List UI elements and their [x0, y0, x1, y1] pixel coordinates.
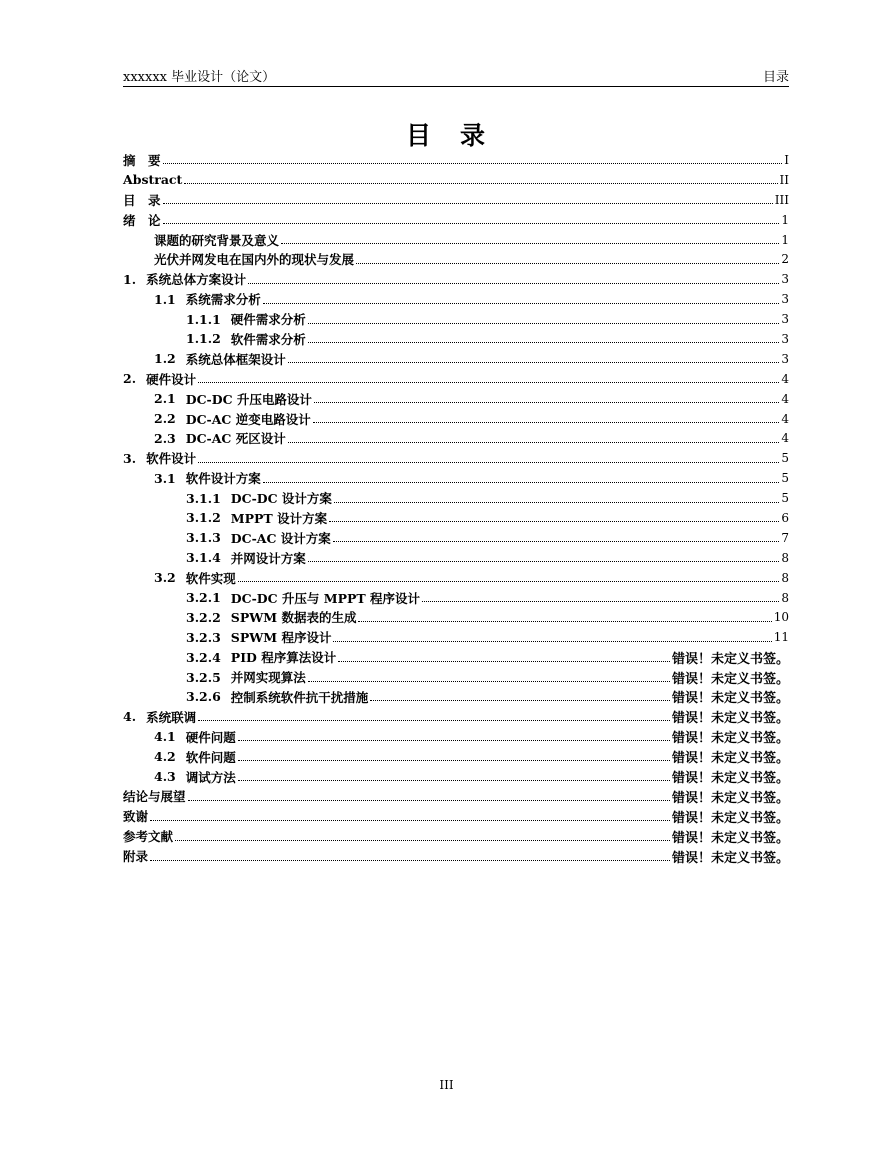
toc-entry-page: 4: [781, 411, 789, 426]
toc-entry-number: 3.1.4: [186, 550, 221, 566]
toc-entry-number: 3.2.2: [186, 609, 221, 625]
toc-entry-page: 错误！未定义书签。: [671, 691, 789, 707]
toc-entry-label: 系统联调: [146, 709, 197, 725]
toc-entry[interactable]: [123, 568, 789, 588]
toc-entry-label: 硬件需求分析: [230, 312, 306, 328]
toc-dot-leader: [238, 780, 670, 781]
toc-dot-leader: [238, 581, 780, 582]
toc-dot-leader: [198, 720, 670, 721]
toc-entry-label: DC-DC 升压与 MPPT 程序设计: [230, 590, 421, 606]
toc-entry-page: 4: [781, 391, 789, 406]
toc-entry-label: DC-AC 逆变电路设计: [185, 411, 311, 427]
toc-entry-number: 3.1.2: [186, 510, 221, 526]
toc-entry-page: 5: [781, 471, 789, 486]
toc-dot-leader: [198, 382, 779, 383]
toc-entry-page: 错误！未定义书签。: [671, 651, 789, 667]
toc-dot-leader: [163, 163, 783, 164]
toc-dot-leader: [329, 521, 779, 522]
toc-dot-leader: [163, 223, 780, 224]
toc-entry-number: 3.: [123, 450, 137, 466]
toc-entry-number: 3.2.3: [186, 629, 221, 645]
toc-dot-leader: [263, 303, 780, 304]
toc-dot-leader: [308, 561, 780, 562]
toc-entry-label: 软件设计方案: [185, 471, 261, 487]
toc-entry[interactable]: [123, 747, 789, 767]
toc-entry[interactable]: [123, 806, 789, 826]
toc-dot-leader: [238, 760, 670, 761]
toc-entry-page: III: [774, 192, 789, 207]
toc-entry-number: 3.2.1: [186, 590, 221, 606]
toc-dot-leader: [288, 362, 780, 363]
toc-entry[interactable]: [123, 289, 789, 309]
toc-entry-page: 8: [781, 570, 789, 585]
toc-entry-number: 4.1: [154, 729, 176, 745]
toc-entry-label: 软件问题: [185, 749, 236, 765]
toc-entry-page: 错误！未定义书签。: [671, 711, 789, 727]
toc-entry[interactable]: [123, 767, 789, 787]
toc-entry-page: 错误！未定义书签。: [671, 850, 789, 866]
toc-entry[interactable]: [123, 210, 789, 230]
toc-entry[interactable]: [123, 468, 789, 488]
toc-entry[interactable]: [123, 349, 789, 369]
toc-entry[interactable]: [123, 707, 789, 727]
toc-entry-label: 系统总体方案设计: [146, 272, 247, 288]
toc-dot-leader: [308, 342, 780, 343]
toc-entry-number: 4.3: [154, 769, 176, 785]
toc-dot-leader: [333, 641, 771, 642]
toc-entry-number: 3.1.1: [186, 490, 221, 506]
toc-entry-page: 1: [781, 212, 789, 227]
header-left-text: xxxxxx 毕业设计（论文）: [123, 70, 276, 85]
toc-entry-number: 3.2: [154, 570, 176, 586]
toc-entry[interactable]: [123, 627, 789, 647]
toc-entry-page: 3: [781, 312, 789, 327]
toc-dot-leader: [198, 462, 779, 463]
toc-dot-leader: [184, 183, 777, 184]
toc-entry-page: 3: [781, 292, 789, 307]
toc-entry-label: 调试方法: [185, 769, 236, 785]
toc-entry-page: 8: [781, 550, 789, 565]
toc-entry-label: 结论与展望: [123, 789, 186, 805]
toc-entry-number: 3.2.5: [186, 669, 221, 685]
toc-entry-page: 1: [781, 232, 789, 247]
toc-entry-label: 光伏并网发电在国内外的现状与发展: [154, 252, 355, 268]
toc-entry-label: DC-DC 升压电路设计: [185, 391, 312, 407]
toc-entry[interactable]: [123, 528, 789, 548]
toc-entry[interactable]: [123, 409, 789, 429]
toc-dot-leader: [356, 263, 779, 264]
toc-entry-page: 错误！未定义书签。: [671, 810, 789, 826]
toc-entry[interactable]: [123, 826, 789, 846]
toc-entry-number: 2.1: [154, 391, 176, 407]
toc-entry-label: SPWM 程序设计: [230, 630, 332, 646]
toc-entry-page: 5: [781, 491, 789, 506]
toc-entry-page: 11: [773, 630, 789, 645]
toc-entry-label: 软件实现: [185, 570, 236, 586]
toc-entry-label: 并网设计方案: [230, 550, 306, 566]
toc-entry-label: 硬件设计: [146, 371, 197, 387]
toc-entry[interactable]: [123, 249, 789, 269]
toc-entry-page: II: [779, 172, 789, 187]
toc-entry[interactable]: [123, 667, 789, 687]
toc-entry-number: 2.3: [154, 430, 176, 446]
toc-entry-number: 4.2: [154, 749, 176, 765]
toc-dot-leader: [308, 323, 780, 324]
toc-entry[interactable]: [123, 607, 789, 627]
toc-entry-number: 2.: [123, 371, 137, 387]
toc-dot-leader: [333, 541, 780, 542]
toc-entry-page: 4: [781, 431, 789, 446]
toc-entry-label: Abstract: [123, 172, 183, 188]
toc-entry-label: 并网实现算法: [230, 670, 306, 686]
toc-entry[interactable]: [123, 846, 789, 866]
toc-entry-label: 绪 论: [123, 212, 161, 228]
toc-dot-leader: [308, 681, 670, 682]
toc-dot-leader: [188, 800, 670, 801]
toc-entry-label: MPPT 设计方案: [230, 510, 328, 526]
toc-entry-page: I: [784, 152, 789, 167]
toc-dot-leader: [313, 422, 780, 423]
page-header: [123, 64, 789, 87]
toc-entry-label: DC-AC 设计方案: [230, 530, 331, 546]
toc-entry-page: 3: [781, 272, 789, 287]
toc-dot-leader: [150, 820, 670, 821]
toc-entry-label: 目 录: [123, 192, 161, 208]
toc-dot-leader: [150, 860, 670, 861]
table-of-contents: [123, 150, 789, 866]
toc-entry-label: 附录: [123, 849, 149, 865]
toc-entry[interactable]: [123, 369, 789, 389]
toc-entry-page: 错误！未定义书签。: [671, 731, 789, 747]
toc-entry-label: 软件设计: [146, 451, 197, 467]
toc-entry-page: 2: [781, 252, 789, 267]
toc-entry-page: 6: [781, 510, 789, 525]
toc-entry-number: 1.1.2: [186, 331, 221, 347]
toc-dot-leader: [248, 283, 779, 284]
toc-entry-number: 4.: [123, 709, 137, 725]
toc-entry-number: 1.2: [154, 351, 176, 367]
toc-entry[interactable]: [123, 588, 789, 608]
toc-entry[interactable]: [123, 389, 789, 409]
toc-entry-label: 硬件问题: [185, 729, 236, 745]
toc-entry[interactable]: [123, 687, 789, 707]
toc-entry-label: 致谢: [123, 809, 149, 825]
toc-dot-leader: [288, 442, 780, 443]
toc-entry-label: 软件需求分析: [230, 331, 306, 347]
toc-entry[interactable]: [123, 448, 789, 468]
toc-entry-page: 错误！未定义书签。: [671, 671, 789, 687]
toc-entry[interactable]: [123, 269, 789, 289]
toc-entry[interactable]: [123, 329, 789, 349]
toc-entry-label: 摘 要: [123, 152, 161, 168]
page-number: III: [439, 1078, 454, 1092]
toc-entry-number: 1.1.1: [186, 311, 221, 327]
toc-dot-leader: [281, 243, 779, 244]
toc-dot-leader: [338, 661, 670, 662]
toc-entry-number: 3.1.3: [186, 530, 221, 546]
toc-entry-page: 错误！未定义书签。: [671, 771, 789, 787]
toc-entry-number: 2.2: [154, 411, 176, 427]
toc-entry[interactable]: [123, 170, 789, 190]
toc-dot-leader: [163, 203, 773, 204]
toc-entry-page: 错误！未定义书签。: [671, 790, 789, 806]
toc-entry[interactable]: [123, 428, 789, 448]
toc-dot-leader: [370, 700, 670, 701]
toc-dot-leader: [238, 740, 670, 741]
toc-entry[interactable]: [123, 230, 789, 250]
toc-entry-label: DC-AC 死区设计: [185, 431, 286, 447]
toc-entry-number: 3.2.4: [186, 649, 221, 665]
toc-entry-page: 5: [781, 451, 789, 466]
toc-entry[interactable]: [123, 190, 789, 210]
toc-dot-leader: [175, 840, 670, 841]
toc-entry-page: 10: [773, 610, 789, 625]
toc-entry-page: 8: [781, 590, 789, 605]
toc-entry-label: 课题的研究背景及意义: [154, 232, 280, 248]
toc-entry[interactable]: [123, 508, 789, 528]
toc-entry-page: 7: [781, 530, 789, 545]
toc-entry-page: 3: [781, 351, 789, 366]
toc-entry[interactable]: [123, 787, 789, 807]
toc-dot-leader: [358, 621, 771, 622]
toc-entry-label: SPWM 数据表的生成: [230, 610, 357, 626]
toc-entry-label: 系统总体框架设计: [185, 351, 286, 367]
toc-entry[interactable]: [123, 647, 789, 667]
toc-entry-page: 4: [781, 371, 789, 386]
toc-entry-label: PID 程序算法设计: [230, 650, 337, 666]
toc-entry-number: 3.1: [154, 470, 176, 486]
toc-entry-page: 错误！未定义书签。: [671, 830, 789, 846]
toc-dot-leader: [422, 601, 779, 602]
toc-entry-number: 1.1: [154, 291, 176, 307]
toc-entry-number: 1.: [123, 271, 137, 287]
toc-entry-label: 控制系统软件抗干扰措施: [230, 689, 369, 705]
toc-entry[interactable]: [123, 727, 789, 747]
toc-entry[interactable]: [123, 150, 789, 170]
toc-entry-number: 3.2.6: [186, 689, 221, 705]
toc-title: 目 录: [405, 121, 487, 150]
toc-entry-page: 3: [781, 331, 789, 346]
toc-entry-label: DC-DC 设计方案: [230, 491, 332, 507]
toc-dot-leader: [263, 482, 780, 483]
toc-dot-leader: [334, 502, 779, 503]
toc-entry-label: 参考文献: [123, 829, 174, 845]
toc-entry[interactable]: [123, 548, 789, 568]
toc-entry[interactable]: [123, 309, 789, 329]
toc-entry[interactable]: [123, 488, 789, 508]
toc-entry-page: 错误！未定义书签。: [671, 751, 789, 767]
header-right-text: 目录: [762, 70, 789, 85]
toc-dot-leader: [314, 402, 779, 403]
toc-entry-label: 系统需求分析: [185, 292, 261, 308]
